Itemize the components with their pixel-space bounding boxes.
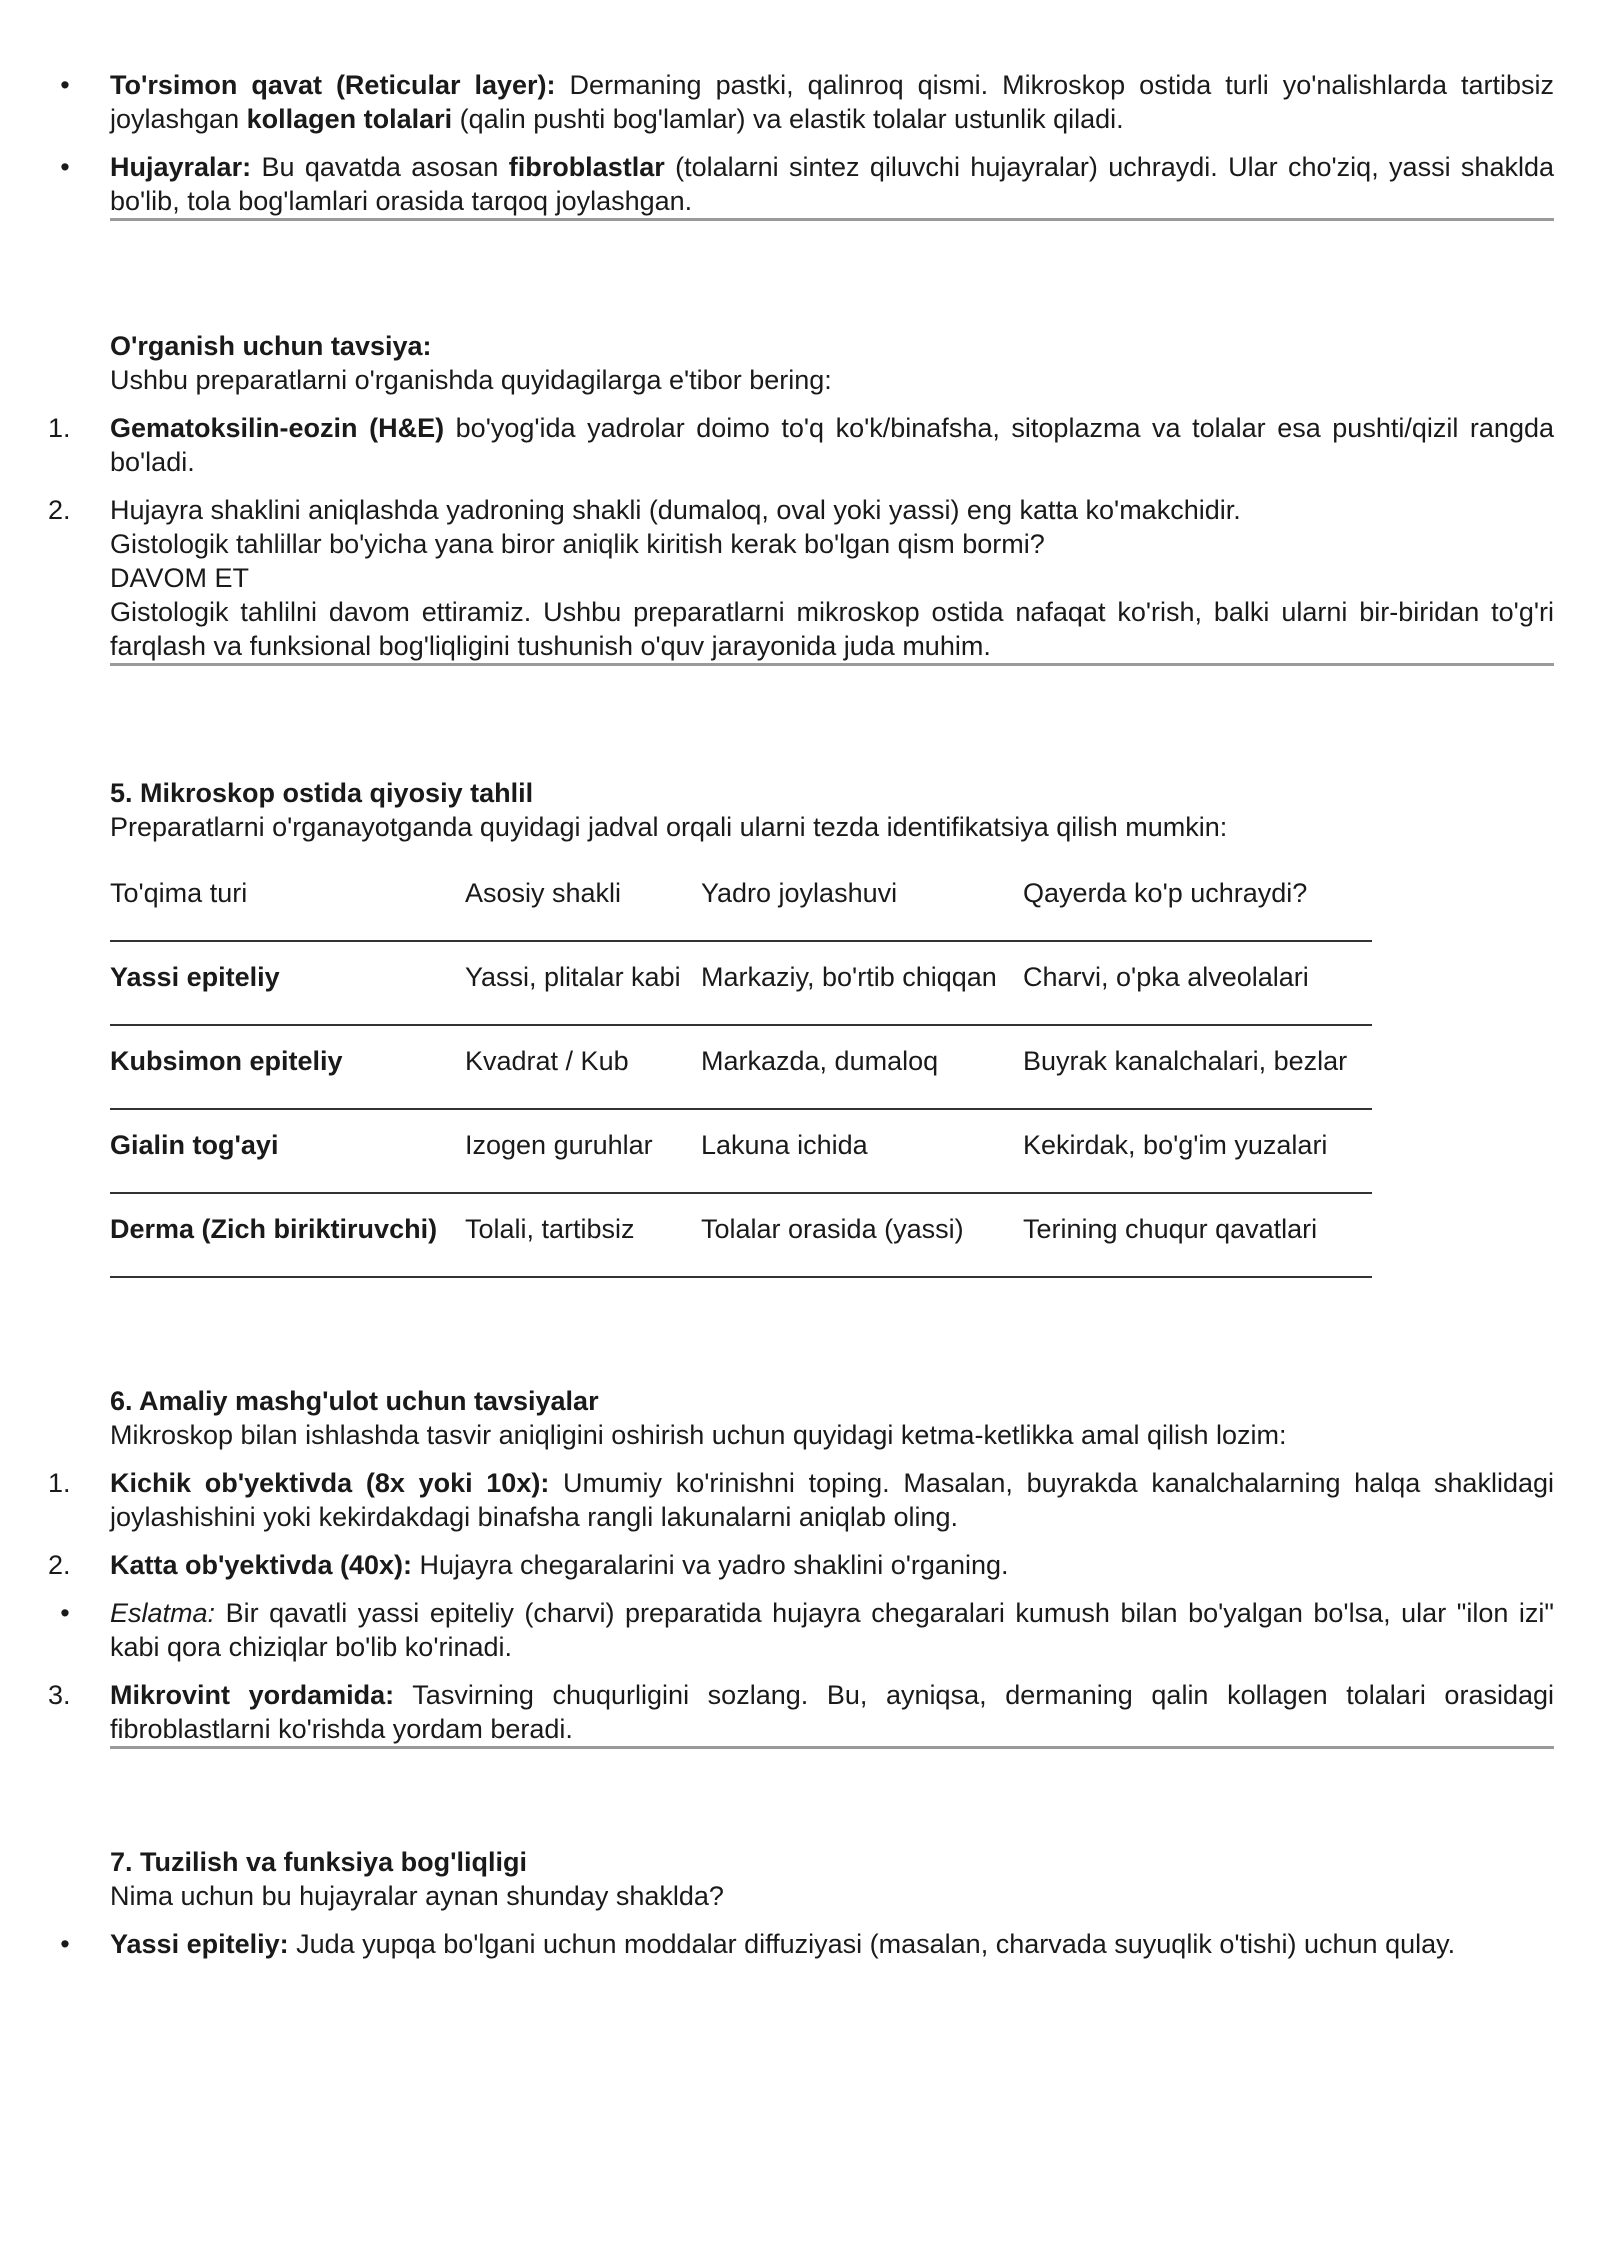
- comparison-table: [110, 858, 1372, 1278]
- item-text: Dermaning pastki, qalinroq qismi. Mikroskop ostida turli yo'nalishlarda tartibsiz joylashgan: [110, 70, 1554, 134]
- item-text: Gistologik tahlillar bo'yicha yana biror aniqlik kiritish kerak bo'lgan qism bormi?: [110, 529, 1045, 559]
- bullet-item-reticular-layer: [60, 68, 1554, 136]
- section-heading-recommend: O'rganish uchun tavsiya:: [110, 331, 432, 361]
- section-heading-5: 5. Mikroskop ostida qiyosiy tahlil: [110, 778, 534, 808]
- bullet-item-squamous: [60, 1927, 1554, 1961]
- bullet-marker: •: [60, 1598, 70, 1628]
- item-text: Juda yupqa bo'lgani uchun moddalar diffuziyasi (masalan, charvada suyuqlik o'tishi) uchun qulay.: [288, 1929, 1456, 1959]
- table-cell-where: Buyrak kanalchalari, bezlar: [1023, 1046, 1348, 1076]
- table-cell-shape: Tolali, tartibsiz: [465, 1214, 635, 1244]
- table-cell-shape: Izogen guruhlar: [465, 1130, 653, 1160]
- item-text: Hujayra shaklini aniqlashda yadroning shakli (dumaloq, oval yoki yassi) eng katta ko'makchidir.: [110, 495, 1241, 525]
- item-text: Hujayra chegaralarini va yadro shaklini o'rganing.: [412, 1550, 1009, 1580]
- item-text: Bir qavatli yassi epiteliy (charvi) preparatida hujayra chegaralari kumush bilan bo'yalgan bo'lsa, ular "ilon izi" kabi qora chiziqlar bo'lib ko'rinadi.: [110, 1598, 1554, 1662]
- list-number: 2.: [48, 1550, 71, 1580]
- section-subtitle: Mikroskop bilan ishlashda tasvir aniqligini oshirish uchun quyidagi ketma-ketlikka amal qilish lozim:: [110, 1420, 1287, 1450]
- term-bold: Katta ob'yektivda (40x):: [110, 1550, 413, 1580]
- table-row: [110, 941, 1372, 1025]
- term-bold: kollagen tolalari: [246, 104, 453, 134]
- table-cell-where: Terining chuqur qavatlari: [1023, 1214, 1318, 1244]
- section-heading-7: 7. Tuzilish va funksiya bog'liqligi: [110, 1847, 527, 1877]
- table-header-cell: Asosiy shakli: [465, 878, 622, 908]
- table-cell-nucleus: Markaziy, bo'rtib chiqqan: [701, 962, 997, 992]
- item-text: Gistologik tahlilni davom ettiramiz. Ushbu preparatlarni mikroskop ostida nafaqat ko'rish, balki ularni bir-biridan to'g'ri farqlash va funksional bog'liqligini tushunish o'quv jarayonida juda muhim.: [110, 597, 1554, 661]
- item-text: Bu qavatda asosan: [251, 152, 509, 182]
- table-row: [110, 1193, 1372, 1277]
- table-row: [110, 1025, 1372, 1109]
- item-text: DAVOM ET: [110, 563, 250, 593]
- term-bold: Mikrovint yordamida:: [110, 1680, 395, 1710]
- term-bold: fibroblastlar: [508, 152, 665, 182]
- table-header-cell: Yadro joylashuvi: [701, 878, 898, 908]
- table-cell-nucleus: Lakuna ichida: [701, 1130, 868, 1160]
- table-cell-type: Gialin tog'ayi: [110, 1130, 279, 1160]
- numbered-item: [48, 411, 1554, 479]
- table-header-cell: To'qima turi: [110, 878, 248, 908]
- table-cell-where: Charvi, o'pka alveolalari: [1023, 962, 1309, 992]
- bullet-item-note: [60, 1596, 1554, 1664]
- numbered-item: [48, 493, 1554, 663]
- section-subtitle: Nima uchun bu hujayralar aynan shunday shaklda?: [110, 1881, 724, 1911]
- table-cell-type: Derma (Zich biriktiruvchi): [110, 1214, 438, 1244]
- table-cell-type: Yassi epiteliy: [110, 962, 280, 992]
- document-content: [48, 68, 1555, 1975]
- table-cell-shape: Yassi, plitalar kabi: [465, 962, 681, 992]
- note-label: Eslatma:: [110, 1598, 216, 1628]
- table-header-cell: Qayerda ko'p uchraydi?: [1023, 878, 1308, 908]
- item-text: (tolalarni sintez qiluvchi hujayralar) uchraydi. Ular cho'ziq, yassi shaklda bo'lib, tola bog'lamlari orasida tarqoq joylashgan.: [110, 152, 1554, 216]
- list-number: 1.: [48, 1468, 71, 1498]
- table-cell-nucleus: Tolalar orasida (yassi): [701, 1214, 964, 1244]
- table-cell-where: Kekirdak, bo'g'im yuzalari: [1023, 1130, 1328, 1160]
- term-bold: Hujayralar:: [110, 152, 252, 182]
- section-subtitle: Preparatlarni o'rganayotganda quyidagi jadval orqali ularni tezda identifikatsiya qilish mumkin:: [110, 812, 1228, 842]
- bullet-item-cells: [60, 150, 1554, 218]
- table-cell-type: Kubsimon epiteliy: [110, 1046, 343, 1076]
- table-header-row: [110, 858, 1372, 941]
- table-cell-nucleus: Markazda, dumaloq: [701, 1046, 939, 1076]
- item-text: bo'yog'ida yadrolar doimo to'q ko'k/binafsha, sitoplazma va tolalar esa pushti/qizil rangda bo'ladi.: [110, 413, 1554, 477]
- term-bold: To'rsimon qavat (Reticular layer):: [110, 70, 556, 100]
- numbered-item: [48, 1678, 1555, 1746]
- table-row: [110, 1109, 1372, 1193]
- term-bold: Kichik ob'yektivda (8x yoki 10x):: [110, 1468, 550, 1498]
- bullet-marker: •: [60, 152, 70, 182]
- term-bold: Yassi epiteliy:: [110, 1929, 289, 1959]
- numbered-item: [48, 1548, 1554, 1582]
- item-text: Umumiy ko'rinishni toping. Masalan, buyrakda kanalchalarning halqa shaklidagi joylashishini yoki kekirdakdagi binafsha rangli lakunalarni aniqlab oling.: [110, 1468, 1554, 1532]
- section-subtitle: Ushbu preparatlarni o'rganishda quyidagilarga e'tibor bering:: [110, 365, 832, 395]
- section-heading-6: 6. Amaliy mashg'ulot uchun tavsiyalar: [110, 1386, 599, 1416]
- numbered-item: [48, 1466, 1554, 1534]
- bullet-marker: •: [60, 1929, 70, 1959]
- table-cell-shape: Kvadrat / Kub: [465, 1046, 629, 1076]
- item-text: (qalin pushti bog'lamlar) va elastik tolalar ustunlik qiladi.: [452, 104, 1124, 134]
- bullet-marker: •: [60, 70, 70, 100]
- list-number: 1.: [48, 413, 71, 443]
- list-number: 3.: [48, 1680, 71, 1710]
- item-text: Tasvirning chuqurligini sozlang. Bu, ayniqsa, dermaning qalin kollagen tolalari orasidagi fibroblastlarni ko'rishda yordam beradi.: [110, 1680, 1555, 1744]
- term-bold: Gematoksilin-eozin (H&E): [110, 413, 445, 443]
- list-number: 2.: [48, 495, 71, 525]
